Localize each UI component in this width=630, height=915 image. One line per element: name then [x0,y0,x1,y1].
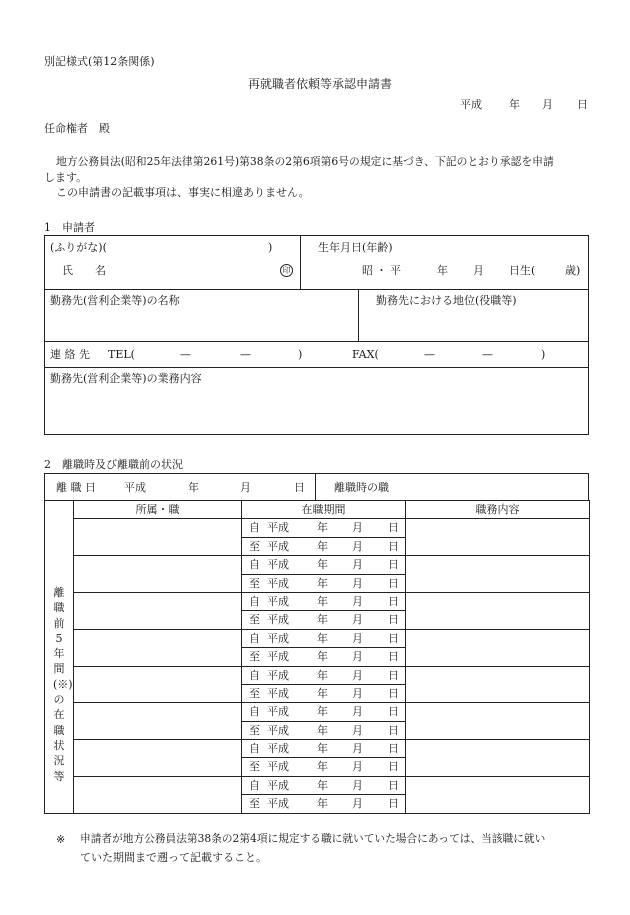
period-from-cell[interactable] [242,666,406,684]
business-content-field[interactable]: 勤務先(営利企業等)の業務内容 [50,372,202,385]
form-label: 別記様式(第12条関係) [44,55,155,68]
period-year: 年 [317,668,328,682]
period-era: 平成 [267,705,289,719]
retirement-day: 日 [294,481,305,494]
date-year: 年 [509,98,520,111]
contact-label: 連 絡 先 [50,348,90,361]
period-text [242,722,405,739]
period-year: 年 [317,778,328,792]
period-text [242,795,405,812]
period-month: 月 [352,558,363,572]
furigana-label: (ふりがな)( [50,241,107,254]
duties-cell[interactable] [406,666,590,703]
period-day: 日 [388,760,399,774]
affiliation-cell[interactable] [74,666,242,703]
affiliation-cell[interactable] [74,592,242,629]
period-mark: 自 [249,594,260,608]
period-to-cell[interactable] [242,758,406,776]
period-to-cell[interactable] [242,537,406,555]
side-label-vertical: 離職前5年間(※)の在職状況等 [53,586,73,783]
duties-cell[interactable] [406,629,590,666]
period-mark: 至 [249,686,260,700]
period-text [242,685,405,702]
period-year: 年 [317,705,328,719]
period-day: 日 [388,631,399,645]
period-text [242,667,405,684]
addressee: 任命権者 殿 [44,122,110,135]
duties-cell[interactable] [406,519,590,556]
applicant-table [44,235,589,435]
duties-cell[interactable] [406,592,590,629]
period-year: 年 [317,558,328,572]
period-mark: 至 [249,576,260,590]
age: 歳) [565,264,581,277]
fax-label: FAX( [352,348,379,361]
footnote-line2: ていた期間まで遡って記載すること。 [80,851,267,864]
period-month: 月 [352,650,363,664]
date-era: 平成 [460,98,482,111]
birth-year: 年 [437,264,448,277]
period-mark: 至 [249,797,260,811]
birth-month: 月 [473,264,484,277]
history-row [45,740,590,758]
period-month: 月 [352,521,363,535]
document-title: 再就職者依頼等承認申請書 [248,77,393,91]
period-year: 年 [317,723,328,737]
period-era: 平成 [267,723,289,737]
period-month: 月 [352,631,363,645]
period-from-cell[interactable] [242,629,406,647]
period-day: 日 [388,558,399,572]
period-mark: 自 [249,742,260,756]
period-year: 年 [317,650,328,664]
employer-position-field[interactable]: 勤務先における地位(役職等) [376,294,517,307]
seal-icon: 印 [280,264,293,277]
history-header-row [45,501,590,519]
period-year: 年 [317,613,328,627]
period-year: 年 [317,539,328,553]
period-year: 年 [317,686,328,700]
divider [44,341,589,342]
period-text [242,538,405,555]
section1-heading: 1 申請者 [44,221,95,234]
period-text [242,740,405,757]
period-mark: 至 [249,613,260,627]
history-row [45,776,590,794]
affiliation-cell[interactable] [74,740,242,777]
period-month: 月 [352,576,363,590]
period-text [242,777,405,794]
period-month: 月 [352,613,363,627]
col-header-period: 在職期間 [242,501,406,519]
tel-dash-1: — [180,348,191,361]
period-era: 平成 [267,760,289,774]
period-text [242,593,405,610]
tel-close: ) [298,348,303,361]
period-to-cell[interactable] [242,648,406,666]
section2-heading: 2 離職時及び離職前の状況 [44,458,183,471]
period-text [242,648,405,665]
side-cell [45,519,74,537]
period-day: 日 [388,521,399,535]
period-day: 日 [388,668,399,682]
period-year: 年 [317,760,328,774]
period-day: 日 [388,742,399,756]
request-paragraph-line1: 地方公務員法(昭和25年法律第261号)第38条の2第6項第6号の規定に基づき、下記のとおり承認を申請 [56,155,554,168]
divider [315,473,316,501]
period-day: 日 [388,723,399,737]
period-from-cell[interactable] [242,703,406,721]
birth-day-suffix: 日生( [509,264,536,277]
period-era: 平成 [267,539,289,553]
period-to-cell[interactable] [242,795,406,813]
period-era: 平成 [267,576,289,590]
period-mark: 至 [249,650,260,664]
period-month: 月 [352,797,363,811]
affiliation-cell[interactable] [74,703,242,740]
duties-cell[interactable] [406,776,590,813]
period-to-cell[interactable] [242,721,406,739]
duties-cell[interactable] [406,703,590,740]
duties-cell[interactable] [406,740,590,777]
period-to-cell[interactable] [242,684,406,702]
side-cell [45,556,74,574]
affiliation-cell[interactable] [74,629,242,666]
period-year: 年 [317,594,328,608]
period-from-cell[interactable] [242,592,406,610]
period-era: 平成 [267,686,289,700]
footnote-line1: 申請者が地方公務員法第38条の2第4項に規定する職に就いていた場合にあっては、当該職に就い [80,832,546,845]
period-month: 月 [352,705,363,719]
period-era: 平成 [267,521,289,535]
history-row [45,519,590,537]
period-era: 平成 [267,778,289,792]
period-text [242,703,405,720]
duties-cell[interactable] [406,556,590,593]
period-mark: 自 [249,668,260,682]
history-row [45,666,590,684]
period-month: 月 [352,668,363,682]
period-mark: 至 [249,760,260,774]
affiliation-cell[interactable] [74,776,242,813]
period-era: 平成 [267,797,289,811]
period-text [242,630,405,647]
divider [358,289,359,341]
period-year: 年 [317,742,328,756]
col-header-affiliation: 所属・職 [74,501,242,519]
period-day: 日 [388,594,399,608]
period-era: 平成 [267,668,289,682]
period-era: 平成 [267,594,289,608]
fax-dash-2: — [482,348,493,361]
period-day: 日 [388,539,399,553]
period-to-cell[interactable] [242,574,406,592]
period-month: 月 [352,539,363,553]
period-mark: 自 [249,778,260,792]
declaration-paragraph: この申請書の記載事項は、事実に相違ありません。 [56,186,310,199]
history-row [45,629,590,647]
retirement-month: 月 [240,481,251,494]
period-to-cell[interactable] [242,611,406,629]
period-mark: 自 [249,705,260,719]
period-day: 日 [388,613,399,627]
side-label-cell [45,501,74,519]
furigana-close: ) [268,241,273,254]
period-era: 平成 [267,631,289,645]
retirement-date-label: 離 職 日 [56,481,96,494]
divider [44,289,589,290]
period-month: 月 [352,760,363,774]
footnote-mark: ※ [56,833,66,846]
period-month: 月 [352,594,363,608]
retirement-era: 平成 [124,481,146,494]
retirement-post-field[interactable]: 離職時の職 [334,481,389,494]
period-year: 年 [317,521,328,535]
period-year: 年 [317,797,328,811]
period-mark: 自 [249,558,260,572]
period-month: 月 [352,686,363,700]
period-day: 日 [388,705,399,719]
side-cell [45,795,74,813]
date-month: 月 [542,98,553,111]
employment-history-table [44,500,590,814]
period-day: 日 [388,576,399,590]
birth-era: 昭・平 [362,264,404,277]
divider [300,235,301,289]
period-day: 日 [388,797,399,811]
period-era: 平成 [267,613,289,627]
period-year: 年 [317,631,328,645]
period-text [242,575,405,592]
period-text [242,556,405,573]
employer-name-field[interactable]: 勤務先(営利企業等)の名称 [50,294,180,307]
period-text [242,611,405,628]
period-from-cell[interactable] [242,776,406,794]
history-row [45,592,590,610]
request-paragraph-line2: します。 [44,171,88,184]
tel-dash-2: — [240,348,251,361]
period-from-cell[interactable] [242,519,406,537]
period-month: 月 [352,742,363,756]
period-mark: 自 [249,631,260,645]
side-cell [45,537,74,555]
name-label: 氏 名 [62,264,106,277]
period-era: 平成 [267,558,289,572]
tel-label: TEL( [108,348,135,361]
retirement-year: 年 [188,481,199,494]
period-from-cell[interactable] [242,556,406,574]
affiliation-cell[interactable] [74,519,242,556]
col-header-duties: 職務内容 [406,501,590,519]
period-mark: 至 [249,723,260,737]
fax-close: ) [541,348,546,361]
divider [44,367,589,368]
period-mark: 至 [249,539,260,553]
period-from-cell[interactable] [242,740,406,758]
fax-dash-1: — [424,348,435,361]
period-mark: 自 [249,521,260,535]
period-day: 日 [388,686,399,700]
period-era: 平成 [267,742,289,756]
period-text [242,519,405,536]
period-text [242,758,405,775]
period-month: 月 [352,778,363,792]
period-day: 日 [388,650,399,664]
period-month: 月 [352,723,363,737]
birthdate-label: 生年月日(年齢) [318,241,393,254]
affiliation-cell[interactable] [74,556,242,593]
period-day: 日 [388,778,399,792]
date-day: 日 [577,98,588,111]
period-era: 平成 [267,650,289,664]
history-row [45,703,590,721]
period-year: 年 [317,576,328,590]
history-row [45,556,590,574]
